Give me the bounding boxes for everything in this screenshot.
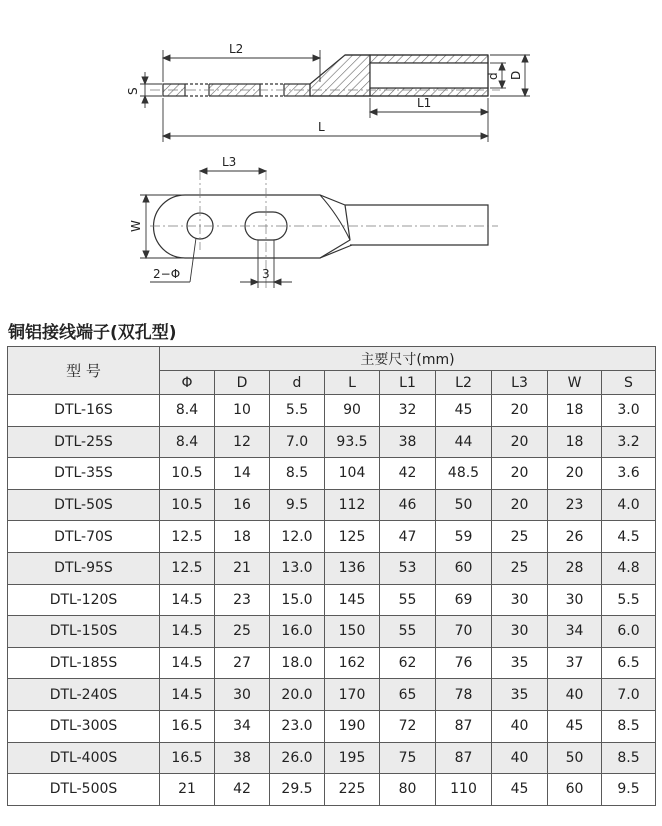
value-cell: 16.0	[270, 616, 325, 648]
value-cell: 125	[325, 521, 380, 553]
value-cell: 12	[215, 426, 270, 458]
value-cell: 40	[492, 710, 548, 742]
label-D: D	[509, 70, 523, 80]
value-cell: 25	[492, 552, 548, 584]
value-cell: 6.5	[602, 647, 656, 679]
value-cell: 18	[215, 521, 270, 553]
value-cell: 3.6	[602, 458, 656, 490]
table-row	[8, 742, 656, 774]
value-cell: 3.0	[602, 395, 656, 427]
value-cell: 14	[215, 458, 270, 490]
value-cell: 10	[215, 395, 270, 427]
label-d: d	[486, 72, 500, 80]
value-cell: 59	[436, 521, 492, 553]
table-row	[8, 489, 656, 521]
value-cell: 14.5	[160, 647, 215, 679]
value-cell: 90	[325, 395, 380, 427]
table-row	[8, 521, 656, 553]
value-cell: 8.4	[160, 395, 215, 427]
value-cell: 27	[215, 647, 270, 679]
value-cell: 23	[215, 584, 270, 616]
value-cell: 16	[215, 489, 270, 521]
value-cell: 29.5	[270, 774, 325, 806]
value-cell: 62	[380, 647, 436, 679]
value-cell: 13.0	[270, 552, 325, 584]
value-cell: 4.0	[602, 489, 656, 521]
value-cell: 12.5	[160, 552, 215, 584]
model-header: 型 号	[8, 347, 160, 395]
value-cell: 14.5	[160, 616, 215, 648]
value-cell: 21	[215, 552, 270, 584]
value-cell: 50	[548, 742, 602, 774]
value-cell: 25	[215, 616, 270, 648]
table-row	[8, 426, 656, 458]
value-cell: 72	[380, 710, 436, 742]
model-cell: DTL-400S	[8, 742, 160, 774]
label-W: W	[129, 220, 143, 232]
value-cell: 60	[548, 774, 602, 806]
col-header-L1: L1	[380, 371, 436, 395]
label-S: S	[126, 87, 140, 95]
value-cell: 12.5	[160, 521, 215, 553]
value-cell: 16.5	[160, 710, 215, 742]
model-cell: DTL-25S	[8, 426, 160, 458]
table-row	[8, 616, 656, 648]
value-cell: 10.5	[160, 458, 215, 490]
value-cell: 8.5	[602, 742, 656, 774]
header-row-group	[8, 347, 656, 371]
value-cell: 55	[380, 616, 436, 648]
value-cell: 5.5	[602, 584, 656, 616]
table-row	[8, 395, 656, 427]
col-header-d: d	[270, 371, 325, 395]
value-cell: 30	[492, 584, 548, 616]
value-cell: 38	[380, 426, 436, 458]
col-header-W: W	[548, 371, 602, 395]
value-cell: 75	[380, 742, 436, 774]
value-cell: 76	[436, 647, 492, 679]
model-cell: DTL-240S	[8, 679, 160, 711]
model-cell: DTL-120S	[8, 584, 160, 616]
value-cell: 18	[548, 395, 602, 427]
table-row	[8, 584, 656, 616]
model-cell: DTL-500S	[8, 774, 160, 806]
value-cell: 45	[492, 774, 548, 806]
table-row	[8, 679, 656, 711]
value-cell: 145	[325, 584, 380, 616]
side-view	[150, 55, 500, 97]
value-cell: 4.5	[602, 521, 656, 553]
col-header-S: S	[602, 371, 656, 395]
value-cell: 30	[548, 584, 602, 616]
value-cell: 195	[325, 742, 380, 774]
value-cell: 10.5	[160, 489, 215, 521]
value-cell: 45	[548, 710, 602, 742]
value-cell: 8.5	[602, 710, 656, 742]
value-cell: 65	[380, 679, 436, 711]
model-cell: DTL-150S	[8, 616, 160, 648]
value-cell: 40	[548, 679, 602, 711]
value-cell: 35	[492, 647, 548, 679]
spec-table-body	[8, 395, 656, 806]
section-title: 铜铝接线端子(双孔型)	[8, 323, 177, 343]
value-cell: 78	[436, 679, 492, 711]
value-cell: 93.5	[325, 426, 380, 458]
table-row	[8, 710, 656, 742]
table-row	[8, 552, 656, 584]
dimensions-group-header: 主要尺寸(mm)	[160, 347, 656, 371]
value-cell: 44	[436, 426, 492, 458]
value-cell: 69	[436, 584, 492, 616]
value-cell: 30	[492, 616, 548, 648]
value-cell: 14.5	[160, 679, 215, 711]
value-cell: 4.8	[602, 552, 656, 584]
col-header-phi: Φ	[160, 371, 215, 395]
value-cell: 47	[380, 521, 436, 553]
model-cell: DTL-35S	[8, 458, 160, 490]
value-cell: 38	[215, 742, 270, 774]
value-cell: 8.4	[160, 426, 215, 458]
value-cell: 55	[380, 584, 436, 616]
value-cell: 110	[436, 774, 492, 806]
technical-drawing	[0, 0, 662, 310]
value-cell: 53	[380, 552, 436, 584]
value-cell: 26.0	[270, 742, 325, 774]
value-cell: 23	[548, 489, 602, 521]
value-cell: 112	[325, 489, 380, 521]
value-cell: 14.5	[160, 584, 215, 616]
value-cell: 45	[436, 395, 492, 427]
value-cell: 25	[492, 521, 548, 553]
value-cell: 28	[548, 552, 602, 584]
value-cell: 34	[548, 616, 602, 648]
value-cell: 40	[492, 742, 548, 774]
value-cell: 7.0	[602, 679, 656, 711]
value-cell: 20	[492, 489, 548, 521]
value-cell: 50	[436, 489, 492, 521]
value-cell: 20	[548, 458, 602, 490]
model-cell: DTL-300S	[8, 710, 160, 742]
top-view	[150, 170, 498, 288]
value-cell: 170	[325, 679, 380, 711]
value-cell: 190	[325, 710, 380, 742]
value-cell: 46	[380, 489, 436, 521]
value-cell: 42	[380, 458, 436, 490]
table-row	[8, 774, 656, 806]
value-cell: 18.0	[270, 647, 325, 679]
value-cell: 9.5	[602, 774, 656, 806]
col-header-D: D	[215, 371, 270, 395]
value-cell: 9.5	[270, 489, 325, 521]
value-cell: 87	[436, 710, 492, 742]
value-cell: 21	[160, 774, 215, 806]
value-cell: 16.5	[160, 742, 215, 774]
value-cell: 70	[436, 616, 492, 648]
label-2-phi: 2−Φ	[153, 267, 181, 281]
label-L1: L1	[417, 96, 432, 110]
value-cell: 42	[215, 774, 270, 806]
spec-table	[7, 346, 656, 806]
value-cell: 37	[548, 647, 602, 679]
label-L2: L2	[229, 42, 244, 56]
value-cell: 30	[215, 679, 270, 711]
value-cell: 80	[380, 774, 436, 806]
value-cell: 23.0	[270, 710, 325, 742]
value-cell: 162	[325, 647, 380, 679]
value-cell: 8.5	[270, 458, 325, 490]
value-cell: 150	[325, 616, 380, 648]
value-cell: 225	[325, 774, 380, 806]
model-cell: DTL-16S	[8, 395, 160, 427]
model-cell: DTL-70S	[8, 521, 160, 553]
value-cell: 48.5	[436, 458, 492, 490]
col-header-L2: L2	[436, 371, 492, 395]
value-cell: 20	[492, 426, 548, 458]
value-cell: 12.0	[270, 521, 325, 553]
value-cell: 87	[436, 742, 492, 774]
model-cell: DTL-185S	[8, 647, 160, 679]
value-cell: 35	[492, 679, 548, 711]
label-3: 3	[262, 267, 270, 281]
value-cell: 60	[436, 552, 492, 584]
value-cell: 5.5	[270, 395, 325, 427]
model-cell: DTL-95S	[8, 552, 160, 584]
col-header-L3: L3	[492, 371, 548, 395]
value-cell: 6.0	[602, 616, 656, 648]
value-cell: 32	[380, 395, 436, 427]
table-row	[8, 458, 656, 490]
value-cell: 20	[492, 458, 548, 490]
label-L: L	[318, 120, 325, 134]
value-cell: 18	[548, 426, 602, 458]
table-row	[8, 647, 656, 679]
col-header-L: L	[325, 371, 380, 395]
model-cell: DTL-50S	[8, 489, 160, 521]
value-cell: 20.0	[270, 679, 325, 711]
value-cell: 20	[492, 395, 548, 427]
value-cell: 26	[548, 521, 602, 553]
label-L3: L3	[222, 155, 237, 169]
value-cell: 15.0	[270, 584, 325, 616]
value-cell: 104	[325, 458, 380, 490]
value-cell: 34	[215, 710, 270, 742]
value-cell: 136	[325, 552, 380, 584]
value-cell: 3.2	[602, 426, 656, 458]
value-cell: 7.0	[270, 426, 325, 458]
